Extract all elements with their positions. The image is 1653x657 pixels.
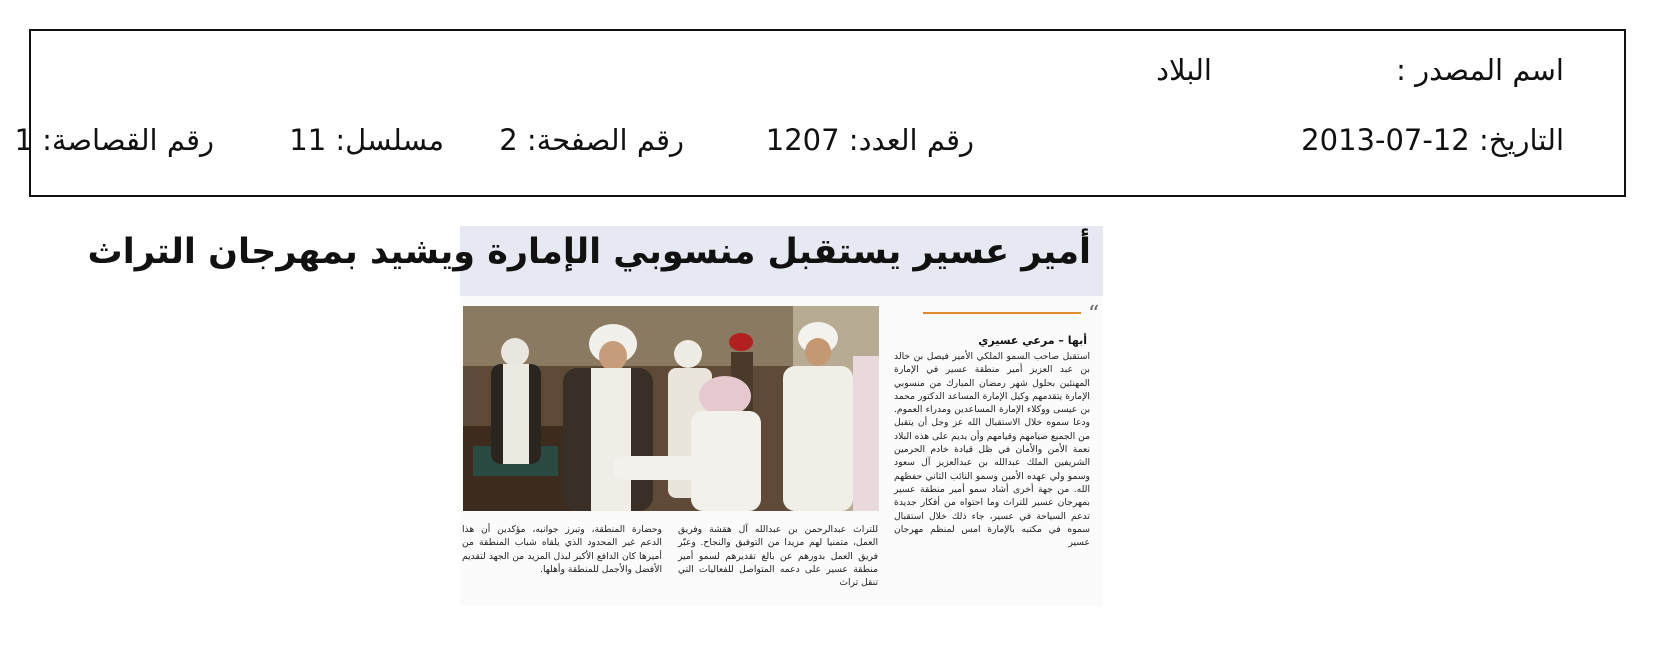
clipping-metadata-box <box>14 29 1626 197</box>
source-value: البلاد <box>1156 53 1212 87</box>
quote-mark-icon: “ <box>1088 302 1100 327</box>
source-label: اسم المصدر : <box>1396 53 1564 87</box>
article-column-middle: للتراث عبدالرحمن بن عبدالله آل هقشة وفريق العمل، متمنيا لهم مزيدا من التوفيق والنجاح. وعبّر فريق العمل بدورهم عن بالغ تقديرهم لسمو أمير منطقة عسير على دعمه المتواصل للفعاليات التي تنقل تراث <box>678 524 878 589</box>
issue-number-field: رقم العدد: 1207 <box>765 123 974 157</box>
article-headline: أمير عسير يستقبل منسوبي الإمارة ويشيد بمهرجان التراث <box>87 232 1091 272</box>
date-field: التاريخ: 12-07-2013 <box>1301 123 1564 157</box>
clip-number-field: رقم القصاصة: 1 <box>14 123 214 157</box>
photo-illustration <box>463 306 879 511</box>
article-column-right: استقبل صاحب السمو الملكي الأمير فيصل بن خالد بن عبد العزيز أمير منطقة عسير في الإمارة المهنئين بحلول شهر رمضان المبارك من منسوبي الإمارة يتقدمهم وكيل الإمارة المساعد الدكتور محمد بن عيسى ووكلاء الإمارة المساعدين ومدراء العموم. ودعا سموه خلال الاستقبال الله عز وجل أن يتقبل من الجميع صيامهم وقيامهم وأن يديم على هذه البلاد نعمة الأمن والأمان في ظل قيادة خادم الحرمين الشريفين الملك عبدالله بن عبدالعزيز آل سعود وسمو ولي عهده الأمين وسمو النائب الثاني حفظهم الله. من جهة أخرى أشاد سمو أمير منطقة عسير بمهرجان عسير للتراث وما احتواه من أفكار جديدة تدعم السياحة في عسير، جاء ذلك خلال استقبال سموه في مكتبه بالإمارة امس لمنظم مهرجان عسير <box>894 351 1090 549</box>
newspaper-clipping <box>87 226 1103 606</box>
article-photo <box>463 306 879 511</box>
headline-band <box>87 226 1103 296</box>
article-byline: أبها – مرعي عسيري <box>978 334 1087 347</box>
article-column-left: وحضارة المنطقة، وتبرز جوانبه، مؤكدين أن هذا الدعم غير المحدود الذي يلقاه شباب المنطقة من أميرها كان الدافع الأكبر لبذل المزيد من الجهد لتقديم الأفضل والأجمل للمنطقة وأهلها. <box>462 524 662 575</box>
page-number-field: رقم الصفحة: 2 <box>499 123 684 157</box>
divider-rule <box>923 312 1081 314</box>
serial-field: مسلسل: 11 <box>289 123 444 157</box>
